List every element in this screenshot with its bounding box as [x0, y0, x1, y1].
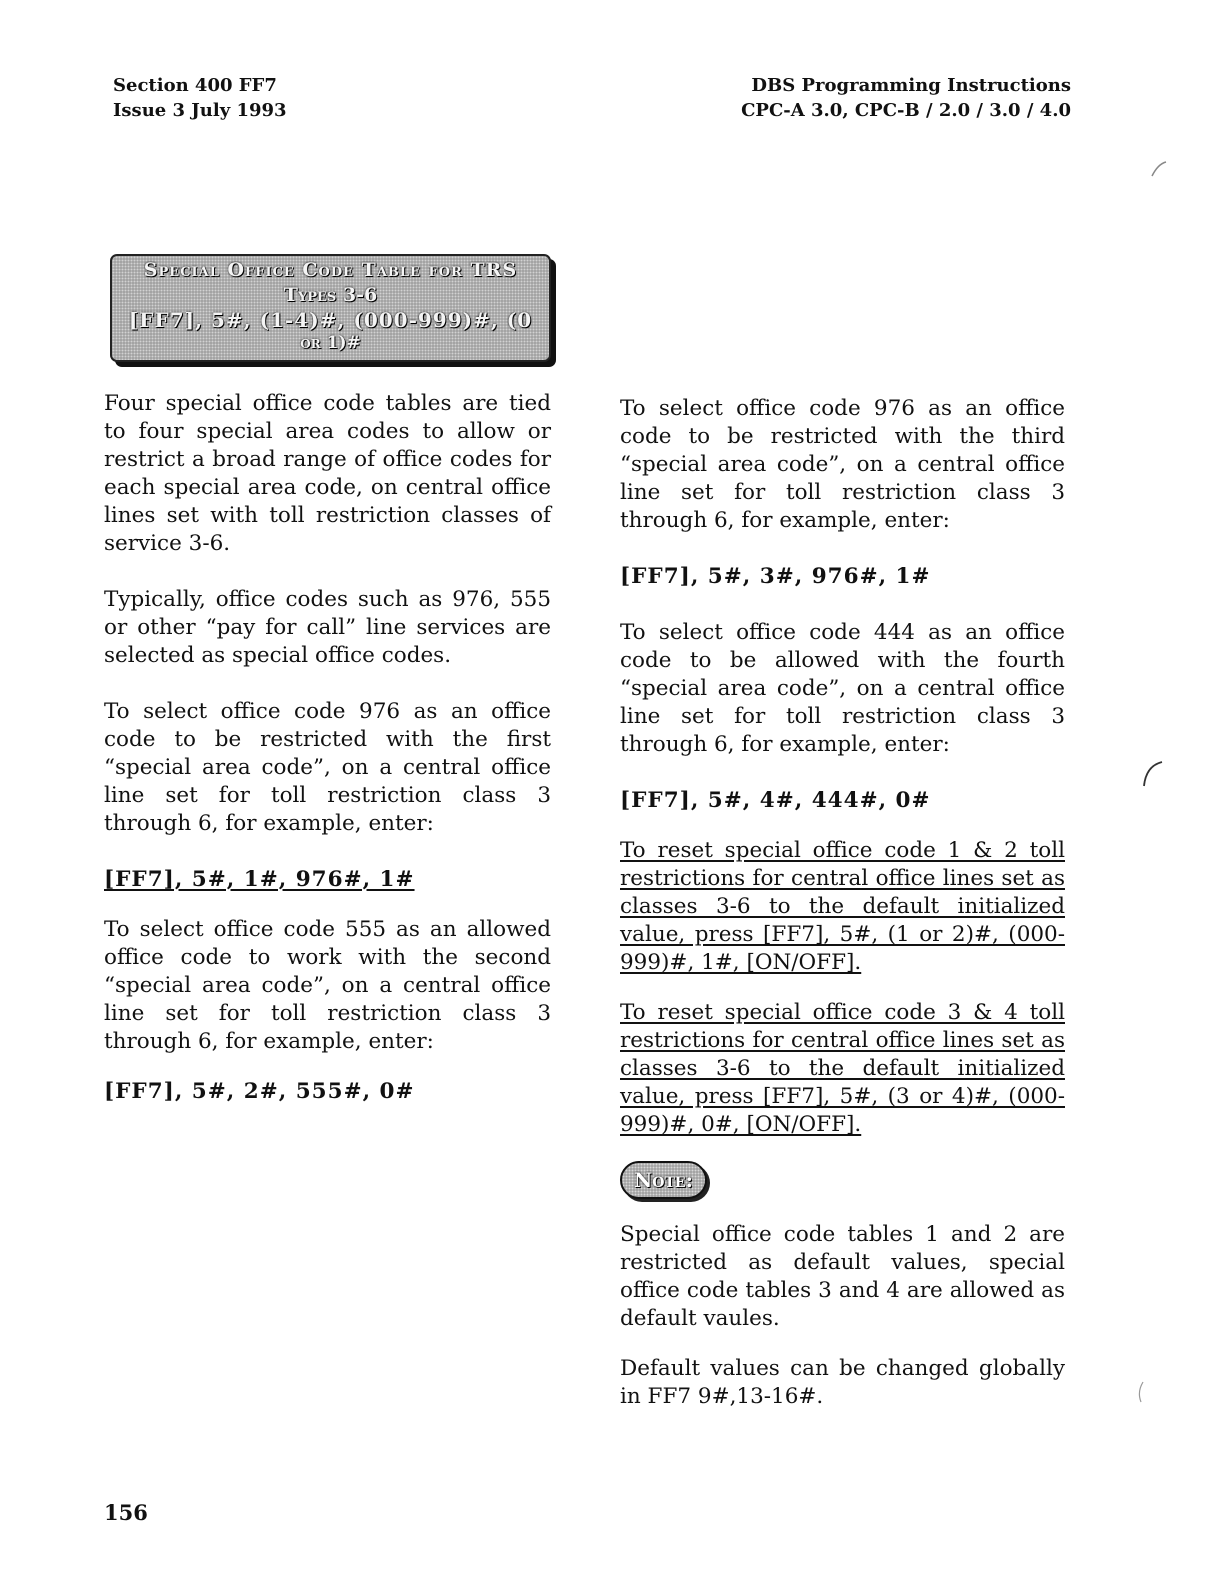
scan-mark-bottom-right: [1135, 1380, 1147, 1404]
page-number: 156: [104, 1500, 148, 1525]
section-title-box: [110, 254, 551, 362]
command-first-area: [FF7], 5#, 1#, 976#, 1#: [104, 867, 415, 892]
title-line-2: Types 3-6: [283, 284, 378, 306]
note-global-paragraph: Default values can be changed globally in FF7 9#,13-16#.: [620, 1356, 1065, 1409]
example-second-paragraph: To select office code 555 as an allowed office code to work with the second “special area code”, on a central office line set for toll restriction class 3 through 6, for example, enter:: [104, 917, 551, 1054]
typical-codes-paragraph: Typically, office codes such as 976, 555 or other “pay for call” line services are selected as special office codes.: [104, 587, 551, 668]
command-third-area: [FF7], 5#, 3#, 976#, 1#: [620, 564, 931, 589]
header-left: [113, 73, 287, 123]
note-defaults-paragraph: Special office code tables 1 and 2 are restricted as default values, special office code tables 3 and 4 are allowed as default vaules.: [620, 1222, 1065, 1331]
title-line-1: Special Office Code Table for TRS: [143, 259, 518, 281]
version-label: CPC-A 3.0, CPC-B / 2.0 / 3.0 / 4.0: [741, 100, 1071, 121]
reset-3-4-paragraph: To reset special office code 3 & 4 toll restrictions for central office lines set as classes 3-6 to the default initialized value, press [FF7], 5#, (3 or 4)#, (000-999)#, 0#, [ON/OFF].: [620, 1000, 1065, 1137]
command-second-area: [FF7], 5#, 2#, 555#, 0#: [104, 1079, 415, 1104]
note-badge: Note:: [620, 1161, 707, 1199]
reset-1-2-paragraph: To reset special office code 1 & 2 toll restrictions for central office lines set as classes 3-6 to the default initialized value, press [FF7], 5#, (1 or 2)#, (000-999)#, 1#, [ON/OFF].: [620, 838, 1065, 975]
scan-mark-top-right: [1150, 160, 1170, 180]
example-first-paragraph: To select office code 976 as an office code to be restricted with the first “special area code”, on a central office line set for toll restriction class 3 through 6, for example, enter:: [104, 699, 551, 836]
header-right: [741, 73, 1071, 123]
scan-mark-right: [1140, 760, 1164, 788]
right-column: [620, 395, 1065, 1411]
command-fourth-area: [FF7], 5#, 4#, 444#, 0#: [620, 788, 931, 813]
left-column: [104, 390, 551, 1106]
title-line-3: [FF7], 5#, (1-4)#, (000-999)#, (0: [128, 308, 533, 332]
title-line-4: or 1)#: [300, 333, 361, 353]
example-third-paragraph: To select office code 976 as an office code to be restricted with the third “special area code”, on a central office line set for toll restriction class 3 through 6, for example, enter:: [620, 396, 1065, 533]
issue-label: Issue 3 July 1993: [113, 100, 287, 121]
example-fourth-paragraph: To select office code 444 as an office code to be allowed with the fourth “special area code”, on a central office line set for toll restriction class 3 through 6, for example, enter:: [620, 620, 1065, 757]
intro-paragraph: Four special office code tables are tied to four special area codes to allow or restrict a broad range of office codes for each special area code, on central office lines set with toll restriction classes of service 3-6.: [104, 391, 551, 556]
section-label: Section 400 FF7: [113, 75, 277, 96]
document-title: DBS Programming Instructions: [751, 75, 1071, 96]
